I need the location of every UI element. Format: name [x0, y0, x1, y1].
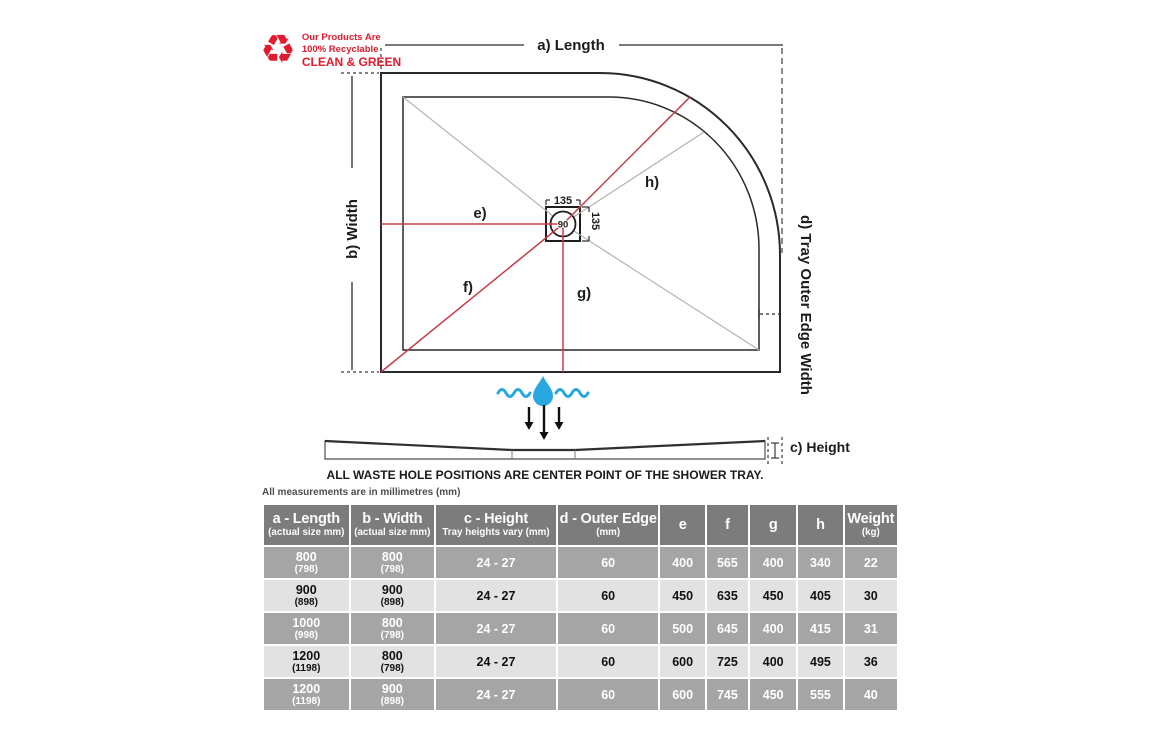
height-label: c) Height [790, 439, 850, 455]
units-note: All measurements are in millimetres (mm) [262, 487, 461, 498]
header-c-height: c - Height Tray heights vary (mm) [436, 505, 556, 545]
header-g: g [750, 505, 796, 545]
h-label: h) [645, 174, 660, 191]
table-row: 1000 (998) 800 (798) 24 - 27 60 500 645 400 415 31 [264, 613, 897, 644]
header-h: h [798, 505, 842, 545]
waste-width-value: 135 [553, 195, 573, 207]
waste-diameter-value: 90 [557, 219, 569, 231]
waste-hole-note: ALL WASTE HOLE POSITIONS ARE CENTER POINT OF THE SHOWER TRAY. [326, 468, 764, 482]
waste-depth-value: 135 [589, 211, 601, 231]
height-dimension [768, 437, 782, 464]
water-drop-icon [498, 376, 588, 406]
g-label: g) [577, 285, 592, 302]
table-row: 1200 (1198) 800 (798) 24 - 27 60 600 725 400 495 36 [264, 646, 897, 677]
length-label: a) Length [537, 37, 605, 54]
logo-line-2: 100% Recyclable [301, 43, 379, 55]
e-label: e) [473, 205, 487, 222]
table-row: 900 (898) 900 (898) 24 - 27 60 450 635 450 405 30 [264, 580, 897, 611]
table-row: 1200 (1198) 900 (898) 24 - 27 60 600 745 450 555 40 [264, 679, 897, 710]
outer-edge-label: d) Tray Outer Edge Width [797, 215, 814, 395]
width-label: b) Width [344, 199, 361, 259]
table-row: 800 (798) 800 (798) 24 - 27 60 400 565 400 340 22 [264, 547, 897, 578]
header-b-width: b - Width (actual size mm) [351, 505, 435, 545]
header-d-outer-edge: d - Outer Edge (mm) [558, 505, 659, 545]
logo-line-3: CLEAN & GREEN [301, 55, 402, 69]
header-e: e [660, 505, 704, 545]
table-header-row [264, 505, 897, 545]
flow-arrow-icons [525, 405, 564, 440]
logo-line-1: Our Products Are [301, 32, 381, 43]
header-a-length: a - Length (actual size mm) [264, 505, 349, 545]
f-label: f) [463, 279, 473, 296]
recycle-icon: ♻ [260, 28, 296, 72]
header-f: f [707, 505, 748, 545]
header-weight: Weight (kg) [845, 505, 897, 545]
spec-table [262, 503, 899, 712]
